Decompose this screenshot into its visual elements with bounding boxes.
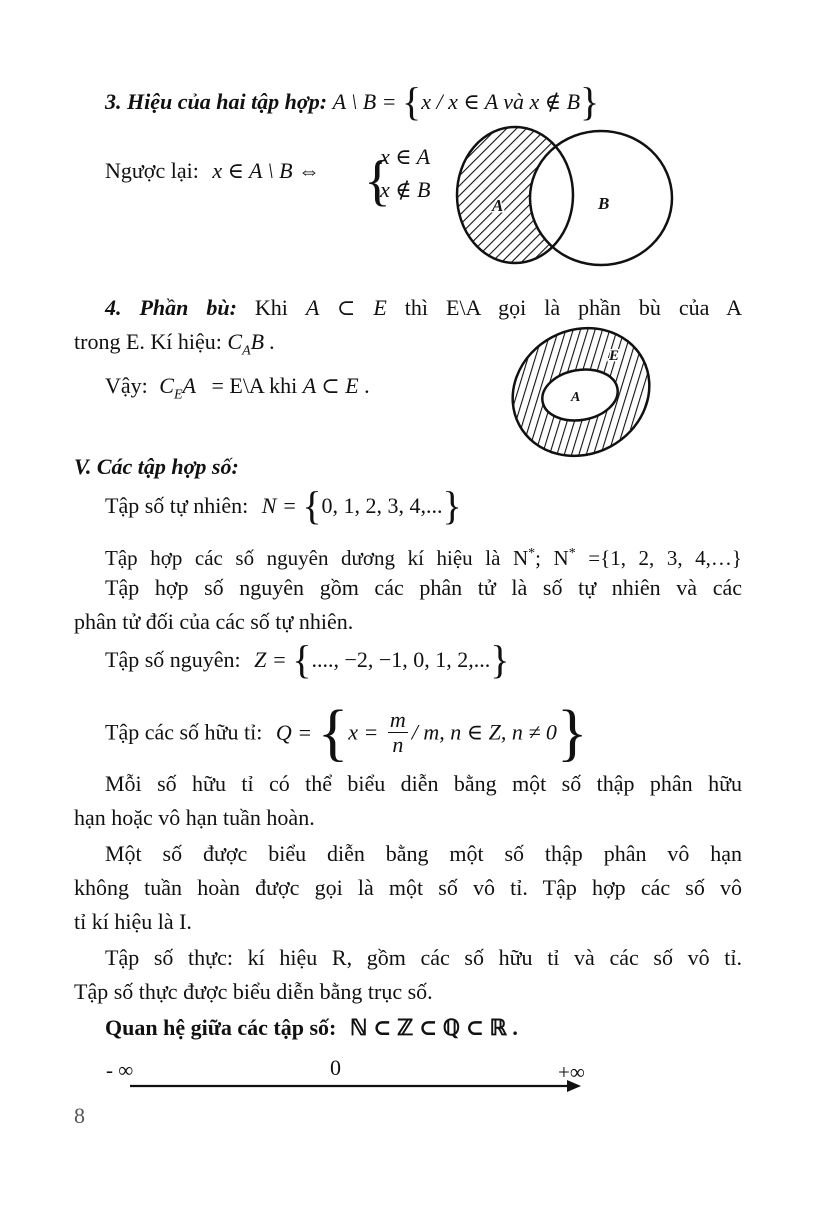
rational-tail: / m, n ∈ Z, n ≠ 0 bbox=[411, 719, 557, 745]
complement-label-a: A bbox=[571, 390, 581, 405]
rational-lhs: Q = bbox=[275, 719, 313, 745]
sec3-set-open: { bbox=[402, 79, 422, 124]
sec4-line1-b: thì E\A gọi là phần bù của A bbox=[404, 295, 743, 320]
rational-fraction bbox=[388, 708, 408, 757]
integer-lhs: Z = bbox=[254, 647, 287, 672]
complement-diagram bbox=[505, 322, 655, 462]
sec4-line2 bbox=[74, 328, 275, 365]
sec3-formula-lhs: A \ B = bbox=[332, 89, 397, 114]
integer-label: Tập số nguyên: bbox=[105, 647, 241, 672]
positive-sup2: * bbox=[568, 546, 576, 561]
para1-line2: hạn hoặc vô hạn tuần hoàn. bbox=[74, 805, 315, 830]
sec3-heading-line bbox=[105, 79, 600, 124]
relation-label: Quan hệ giữa các tập số: bbox=[105, 1015, 337, 1040]
sec4-line2-sub: A bbox=[242, 343, 251, 359]
para2-line2: không tuần hoàn được gọi là một số vô tỉ. Tập hợp các số vô bbox=[74, 875, 742, 900]
para3-line1: Tập số thực: kí hiệu R, gồm các số hữu tỉ và các số vô tỉ. bbox=[105, 945, 742, 970]
complement-label-e: E bbox=[609, 348, 620, 364]
relation-line bbox=[105, 1014, 518, 1042]
axis-pos-label: +∞ bbox=[558, 1060, 585, 1084]
sec3-converse-formula: x ∈ A \ B ⇔ bbox=[212, 158, 321, 183]
sec4-line3-b: = E\A khi bbox=[205, 373, 298, 398]
venn-label-b: B bbox=[598, 194, 610, 213]
rational-label: Tập các số hữu tỉ: bbox=[105, 719, 263, 745]
sec4-line2-text: trong E. Kí hiệu: bbox=[74, 329, 222, 354]
natural-line: Tập số tự nhiên: N = {0, 1, 2, 3, 4,...} bbox=[105, 483, 462, 528]
positive-sup: * bbox=[528, 546, 536, 561]
rational-num: m bbox=[389, 707, 406, 732]
sec3-converse-label: Ngược lại: bbox=[105, 158, 199, 183]
sec4-line3-end: . bbox=[364, 373, 370, 398]
number-line-axis bbox=[125, 1076, 585, 1096]
rational-line: Tập các số hữu tỉ: Q = {x = $\frac{m}{n}$ / m, n ∈ Z, n ≠ 0} bbox=[105, 696, 588, 768]
page-number: 8 bbox=[74, 1103, 85, 1128]
sec3-cond2: x ∉ B bbox=[380, 177, 431, 202]
axis-neg-label: - ∞ bbox=[106, 1058, 134, 1082]
sec4-line3-a: Vậy: bbox=[105, 373, 148, 398]
sec4-line2-tail: B . bbox=[250, 329, 276, 354]
sec4-line1-a: Khi bbox=[254, 295, 288, 320]
sec3-system-brace: { bbox=[364, 150, 391, 212]
positive-text: Tập hợp các số nguyên dương kí hiệu là N bbox=[105, 546, 529, 570]
natural-body: 0, 1, 2, 3, 4,... bbox=[321, 493, 443, 518]
natural-label: Tập số tự nhiên: bbox=[105, 493, 249, 518]
sec3-set-close: } bbox=[580, 79, 600, 124]
relation-formula: ℕ ⊂ ℤ ⊂ ℚ ⊂ ℝ . bbox=[349, 1015, 518, 1040]
integers-desc-1: Tập hợp số nguyên gồm các phân tử là số tự nhiên và các bbox=[105, 575, 742, 600]
sec3-title: 3. Hiệu của hai tập hợp: bbox=[105, 89, 328, 114]
axis-zero-label: 0 bbox=[330, 1055, 341, 1080]
sec3-converse-line bbox=[105, 157, 320, 185]
positive-end: ={1, 2, 3, 4,…} bbox=[575, 546, 742, 570]
sec5-title: V. Các tập hợp số: bbox=[74, 454, 239, 479]
venn-label-a: A bbox=[492, 196, 504, 215]
sec4-line3 bbox=[105, 372, 370, 409]
sec4-line3-sub: E bbox=[173, 387, 183, 403]
sec4-title: 4. Phần bù: bbox=[105, 295, 237, 320]
sec4-line3-formula: A ⊂ E bbox=[302, 373, 359, 398]
sec4-line1 bbox=[105, 294, 742, 322]
rational-den: n bbox=[392, 732, 404, 757]
sec4-line3-tail: A bbox=[182, 373, 196, 398]
integer-line: Tập số nguyên: Z = {...., −2, −1, 0, 1, 2,...} bbox=[105, 637, 510, 682]
positive-line bbox=[105, 540, 742, 572]
sec4-line1-formula: A ⊂ E bbox=[305, 295, 387, 320]
sec3-set-body: x / x ∈ A và x ∉ B bbox=[421, 89, 581, 114]
natural-lhs: N = bbox=[261, 493, 297, 518]
sec3-cond1: x ∈ A bbox=[380, 144, 431, 169]
integers-desc-2: phân tử đối của các số tự nhiên. bbox=[74, 609, 354, 634]
para1-line1: Mỗi số hữu tỉ có thể biểu diễn bằng một số thập phân hữu bbox=[105, 771, 742, 796]
sec4-line2-c: C bbox=[227, 329, 243, 354]
rational-x: x = bbox=[348, 719, 379, 745]
axis-arrowhead bbox=[567, 1080, 581, 1092]
sec4-line3-c: C bbox=[159, 373, 174, 398]
positive-mid: ; N bbox=[535, 546, 569, 570]
venn-diagram-difference bbox=[450, 125, 680, 270]
integer-body: ...., −2, −1, 0, 1, 2,... bbox=[311, 647, 491, 672]
para3-line2: Tập số thực được biểu diễn bằng trục số. bbox=[74, 979, 433, 1004]
para2-line3: tỉ kí hiệu là I. bbox=[74, 909, 192, 934]
para2-line1: Một số được biểu diễn bằng một số thập phân vô hạn bbox=[105, 841, 742, 866]
